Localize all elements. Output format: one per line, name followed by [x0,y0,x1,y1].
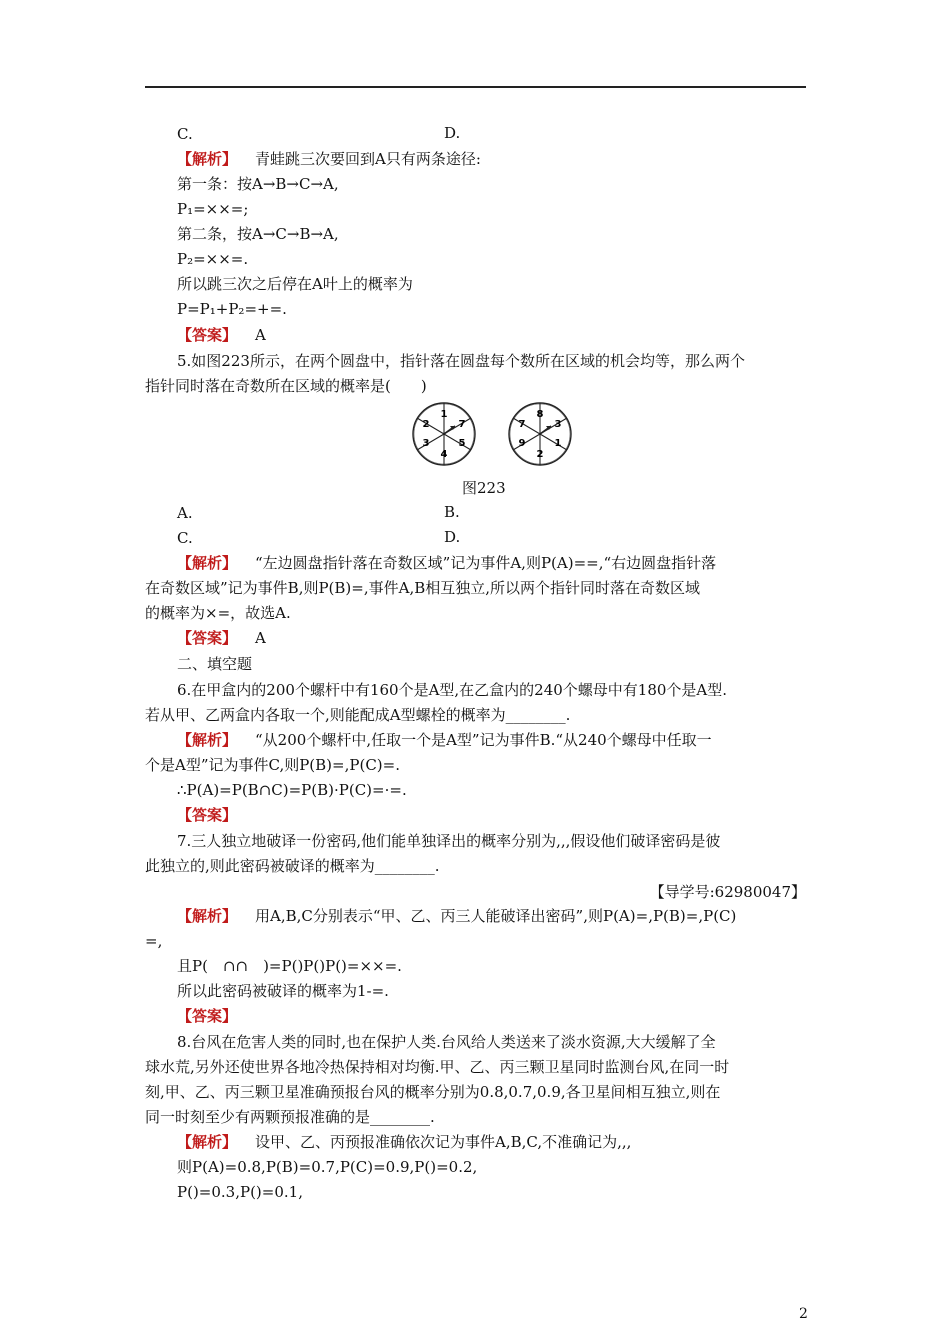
figure-caption: 图223 [462,479,506,497]
analysis-text: 用A,B,C分别表示“甲、乙、丙三人能破译出密码”,则P(A)=,P(B)=,P(C) [255,907,737,925]
question-5-cont: 指针同时落在奇数所在区域的概率是( ) [145,377,427,395]
option-b: B. [444,503,460,521]
answer-tag: 【答案】 [177,1007,238,1025]
answer-value: A [255,326,266,344]
analysis-7 [177,906,736,926]
text-line: 第一条：按A→B→C→A, [177,175,339,193]
analysis-tag: 【解析】 [177,554,238,572]
answer-tag: 【答案】 [177,326,238,344]
left-disk-number: 3 [422,438,430,449]
left-disk-number: 2 [422,419,430,430]
guide-number: 【导学号:62980047】 [649,883,806,901]
text-line: 个是A型”记为事件C,则P(B)=,P(C)=. [145,756,400,774]
right-disk-number: 9 [518,438,526,449]
right-disk-number: 1 [554,438,562,449]
right-disk-number: 8 [536,409,544,420]
header-rule [145,86,806,88]
answer-4 [177,325,266,345]
analysis-5 [177,553,716,573]
text-line: P=P₁+P₂=+=. [177,300,287,318]
right-disk-number: 3 [554,419,562,430]
text-line: P₁=××=; [177,200,249,218]
option-c: C. [177,125,193,143]
analysis-6 [177,730,712,750]
answer-7 [177,1006,237,1026]
right-disk-number: 7 [518,419,526,430]
text-line: 所以跳三次之后停在A叶上的概率为 [177,275,413,293]
text-line: P()=0.3,P()=0.1, [177,1183,303,1201]
right-disk-number: 2 [536,449,544,460]
analysis-tag: 【解析】 [177,1133,238,1151]
left-disk-number: 1 [440,409,448,420]
analysis-tag: 【解析】 [177,731,238,749]
left-disk-number: 4 [440,449,448,460]
text-line: 的概率为×=，故选A. [145,604,291,622]
spinner-figure [405,400,585,472]
analysis-tag: 【解析】 [177,150,238,168]
question-8-cont: 刻,甲、乙、丙三颗卫星准确预报台风的概率分别为0.8,0.7,0.9,各卫星间相互独立,则在 [145,1083,721,1101]
text-line: 第二条，按A→C→B→A, [177,225,339,243]
question-6-cont: 若从甲、乙两盒内各取一个,则能配成A型螺栓的概率为________. [145,706,571,724]
answer-tag: 【答案】 [177,806,238,824]
right-disk [509,403,571,465]
text-line: 在奇数区域”记为事件B,则P(B)=,事件A,B相互独立,所以两个指针同时落在奇数区域 [145,579,701,597]
question-7: 7.三人独立地破译一份密码,他们能单独译出的概率分别为,,,假设他们破译密码是彼 [177,832,721,850]
text-line: P₂=××=. [177,250,249,268]
option-c: C. [177,529,193,547]
answer-tag: 【答案】 [177,629,238,647]
text-line: =, [145,932,163,950]
option-d: D. [444,124,461,142]
question-7-cont: 此独立的,则此密码被破译的概率为________. [145,857,440,875]
answer-5 [177,628,266,648]
text-line: ∴P(A)=P(B∩C)=P(B)·P(C)=·=. [177,781,407,799]
answer-value: A [255,629,266,647]
text-line: 且P( ∩∩ )=P()P()P()=××=. [177,957,402,975]
analysis-text: “从200个螺杆中,任取一个是A型”记为事件B.“从240个螺母中任取一 [255,731,712,749]
analysis-tag: 【解析】 [177,907,238,925]
analysis-8 [177,1132,631,1152]
left-disk-number: 7 [458,419,466,430]
option-d: D. [444,528,461,546]
option-a: A. [177,504,193,522]
left-disk [413,403,475,465]
answer-6 [177,805,237,825]
analysis-4 [177,149,481,169]
page-number: 2 [799,1306,808,1322]
question-8-cont: 同一时刻至少有两颗预报准确的是________. [145,1108,435,1126]
section-heading: 二、填空题 [177,655,253,673]
text-line: 所以此密码被破译的概率为1-=. [177,982,389,1000]
analysis-text: 青蛙跳三次要回到A只有两条途径: [255,150,481,168]
analysis-text: “左边圆盘指针落在奇数区域”记为事件A,则P(A)==,“右边圆盘指针落 [255,554,717,572]
text-line: 则P(A)=0.8,P(B)=0.7,P(C)=0.9,P()=0.2, [177,1158,478,1176]
question-8-cont: 球水荒,另外还使世界各地冷热保持相对均衡.甲、乙、丙三颗卫星同时监测台风,在同一时 [145,1058,730,1076]
analysis-text: 设甲、乙、丙预报准确依次记为事件A,B,C,不准确记为,,, [255,1133,632,1151]
left-disk-number: 5 [458,438,466,449]
question-6: 6.在甲盒内的200个螺杆中有160个是A型,在乙盒内的240个螺母中有180个是A型. [177,681,728,699]
question-8: 8.台风在危害人类的同时,也在保护人类.台风给人类送来了淡水资源,大大缓解了全 [177,1033,716,1051]
question-5: 5.如图223所示，在两个圆盘中，指针落在圆盘每个数所在区域的机会均等，那么两个 [177,352,745,370]
